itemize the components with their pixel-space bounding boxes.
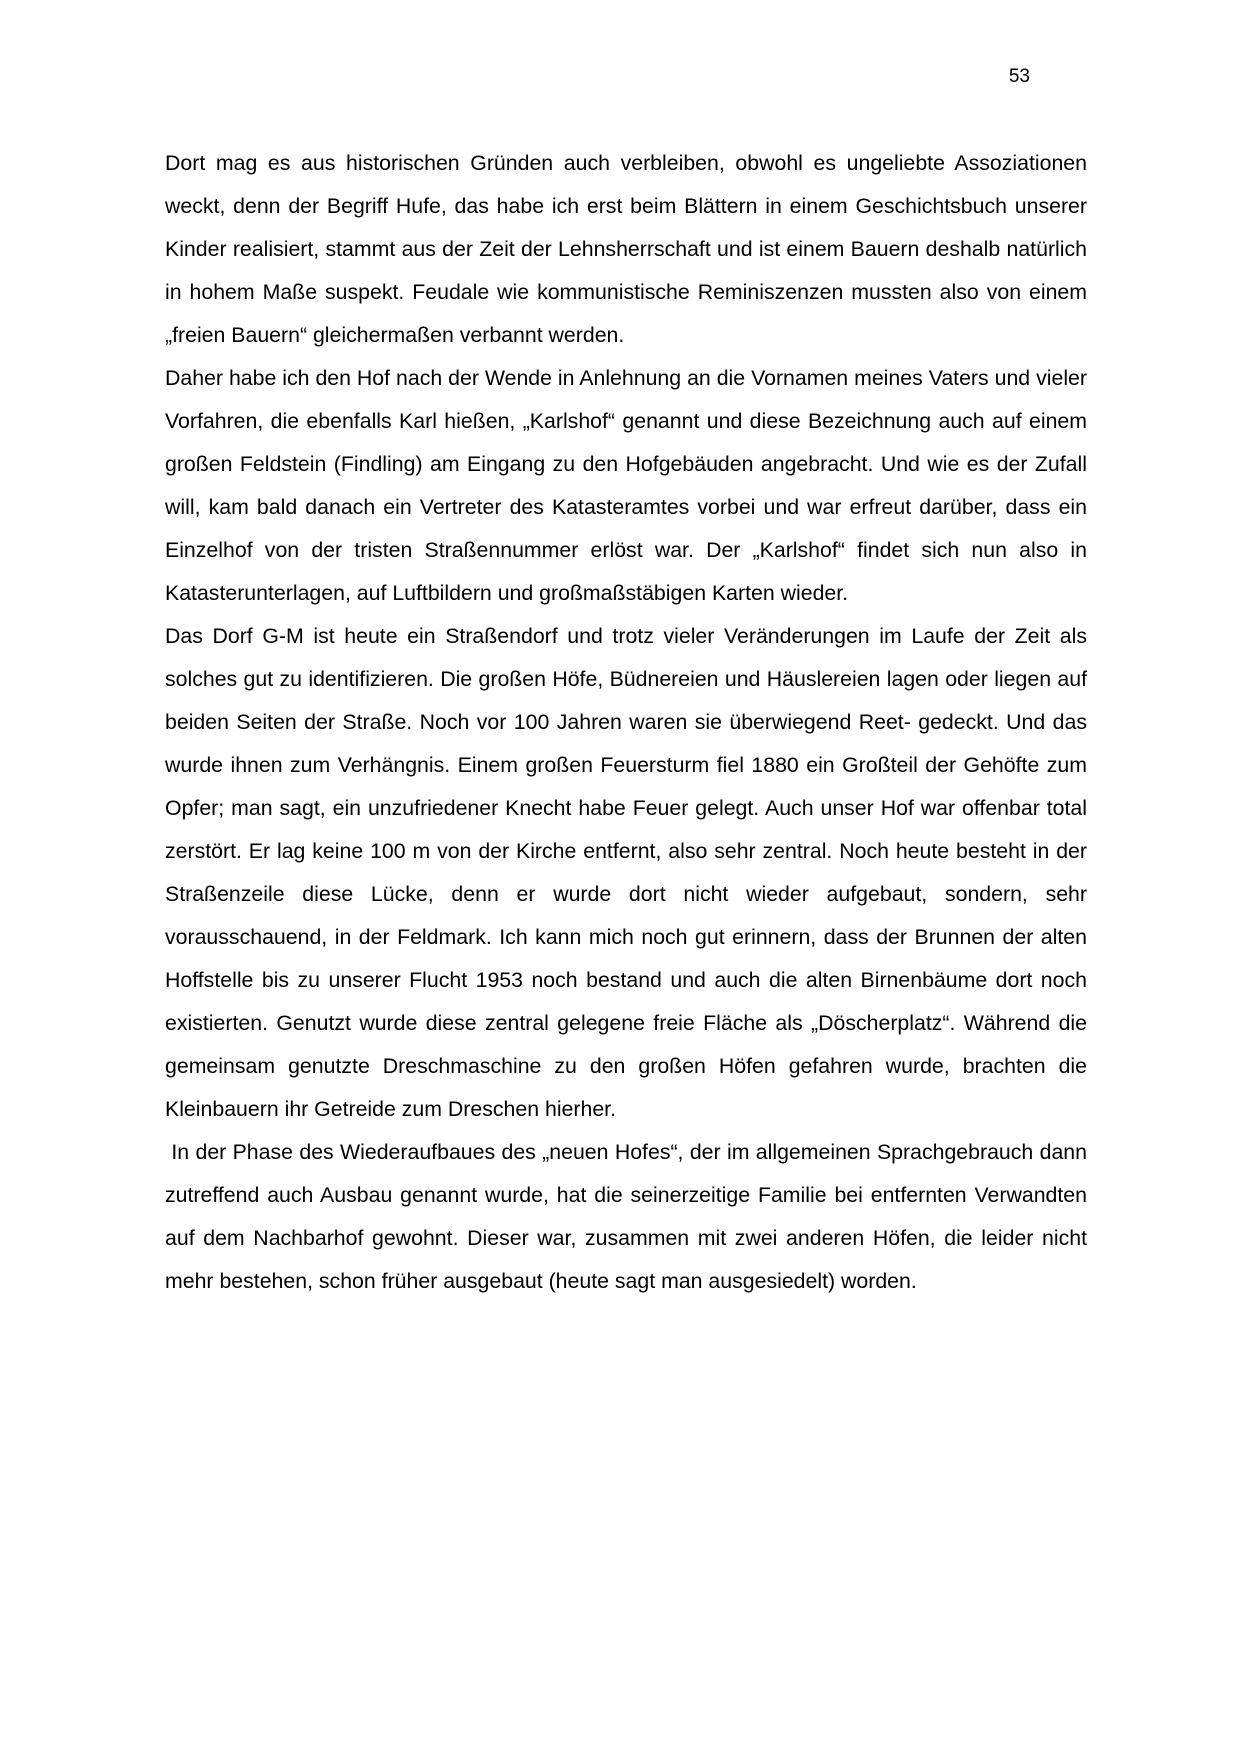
paragraph-4: In der Phase des Wiederaufbaues des „neuen Hofes“, der im allgemeinen Sprachgebrauch dann zutreffend auch Ausbau genannt wurde, hat die seinerzeitige Familie bei entfernten Verwandten auf dem Nachbarhof gewohnt. Dieser war, zusammen mit zwei anderen Höfen, die leider nicht mehr bestehen, schon früher ausgebaut (heute sagt man ausgesiedelt) worden. bbox=[165, 1140, 1087, 1293]
document-body bbox=[165, 142, 1087, 1303]
paragraph-1: Dort mag es aus historischen Gründen auch verbleiben, obwohl es ungeliebte Assoziationen weckt, denn der Begriff Hufe, das habe ich erst beim Blättern in einem Geschichtsbuch unserer Kinder realisiert, stammt aus der Zeit der Lehnsherrschaft und ist einem Bauern deshalb natürlich in hohem Maße suspekt. Feudale wie kommunistische Reminiszenzen mussten also von einem „freien Bauern“ gleichermaßen verbannt werden. bbox=[165, 151, 1087, 347]
paragraph-2: Daher habe ich den Hof nach der Wende in Anlehnung an die Vornamen meines Vaters und vieler Vorfahren, die ebenfalls Karl hießen, „Karlshof“ genannt und diese Bezeichnung auch auf einem großen Feldstein (Findling) am Eingang zu den Hofgebäuden angebracht. Und wie es der Zufall will, kam bald danach ein Vertreter des Katasteramtes vorbei und war erfreut darüber, dass ein Einzelhof von der tristen Straßennummer erlöst war. Der „Karlshof“ findet sich nun also in Katasterunterlagen, auf Luftbildern und großmaßstäbigen Karten wieder. bbox=[165, 366, 1087, 605]
paragraph-3: Das Dorf G-M ist heute ein Straßendorf und trotz vieler Veränderungen im Laufe der Zeit als solches gut zu identifizieren. Die großen Höfe, Büdnereien und Häuslereien lagen oder liegen auf beiden Seiten der Straße. Noch vor 100 Jahren waren sie überwiegend Reet- gedeckt. Und das wurde ihnen zum Verhängnis. Einem großen Feuersturm fiel 1880 ein Großteil der Gehöfte zum Opfer; man sagt, ein unzufriedener Knecht habe Feuer gelegt. Auch unser Hof war offenbar total zerstört. Er lag keine 100 m von der Kirche entfernt, also sehr zentral. Noch heute besteht in der Straßenzeile diese Lücke, denn er wurde dort nicht wieder aufgebaut, sondern, sehr vorausschauend, in der Feldmark. Ich kann mich noch gut erinnern, dass der Brunnen der alten Hoffstelle bis zu unserer Flucht 1953 noch bestand und auch die alten Birnenbäume dort noch existierten. Genutzt wurde diese zentral gelegene freie Fläche als „Döscherplatz“. Während die gemeinsam genutzte Dreschmaschine zu den großen Höfen gefahren wurde, brachten die Kleinbauern ihr Getreide zum Dreschen hierher. bbox=[165, 624, 1087, 1121]
page-number: 53 bbox=[1008, 66, 1030, 87]
